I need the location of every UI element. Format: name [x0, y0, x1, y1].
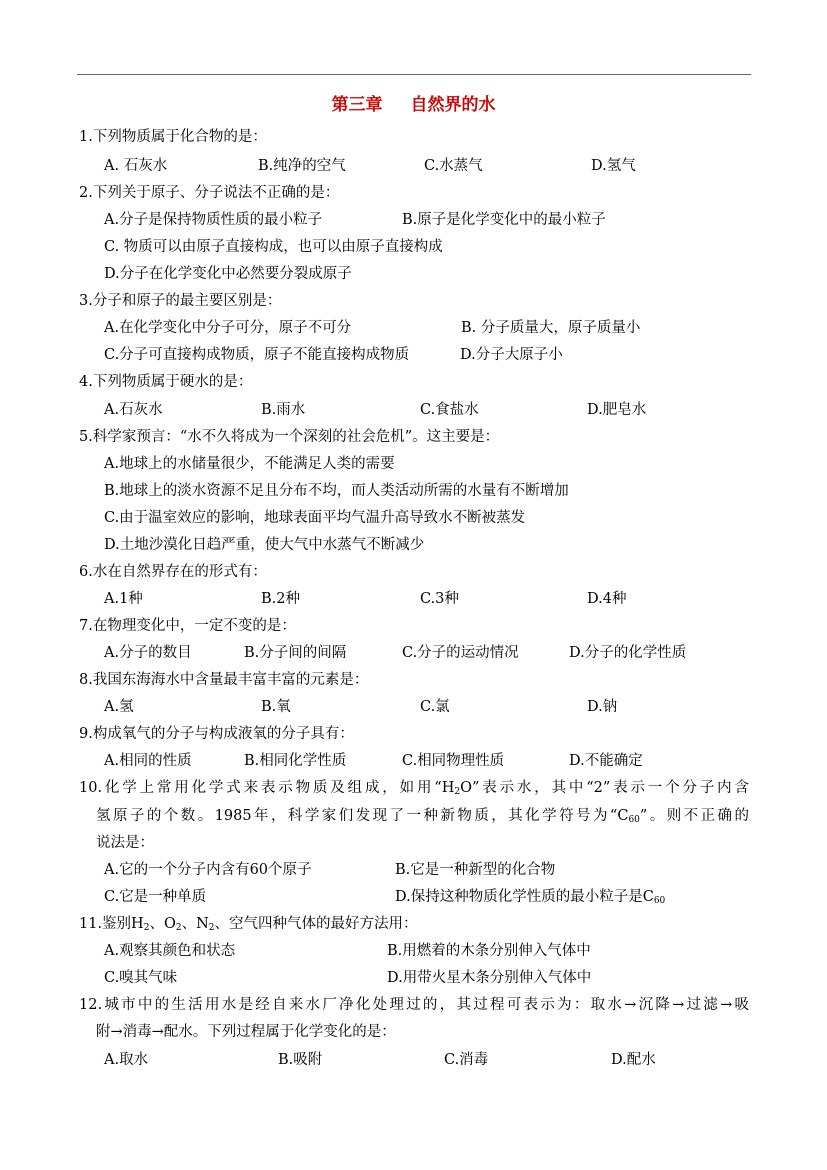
- q3-option-a: A.在化学变化中分子可分，原子不可分: [104, 320, 352, 336]
- chapter-name: 自然界的水: [410, 95, 496, 115]
- q7-option-b: B.分子间的间隔: [244, 645, 347, 661]
- q11-option-a: A.观察其颜色和状态: [104, 943, 236, 959]
- q6-option-a: A.1种: [104, 591, 143, 607]
- q10-text: 氢原子的个数。1985年，科学家们发现了一种新物质，其化学符号为“C: [96, 808, 629, 824]
- q2-option-a: A.分子是保持物质性质的最小粒子: [104, 212, 323, 228]
- q1-option-d: D.氢气: [591, 158, 636, 174]
- q5-option-a: A.地球上的水储量很少，不能满足人类的需要: [104, 456, 395, 472]
- q9-option-a: A.相同的性质: [104, 753, 192, 769]
- question-11-stem: [79, 912, 418, 933]
- q10-option-c: C.它是一种单质: [104, 889, 207, 905]
- question-1-stem: 1.下列物质属于化合物的是：: [79, 129, 267, 145]
- q3-option-d: D.分子大原子小: [460, 347, 563, 363]
- q12-option-d: D.配水: [611, 1052, 656, 1068]
- header-rule: [77, 74, 751, 75]
- q11-text: 11.鉴别H: [79, 916, 144, 932]
- question-12-stem-line-1: 12.城市中的生活用水是经自来水厂净化处理过的，其过程可表示为：取水→沉降→过滤→吸: [79, 997, 749, 1013]
- q8-option-b: B.氧: [261, 699, 291, 715]
- question-5-stem: 5.科学家预言：“水不久将成为一个深刻的社会危机”。这主要是：: [79, 429, 500, 445]
- q11-text: 、N: [181, 916, 209, 932]
- q9-option-d: D.不能确定: [569, 753, 643, 769]
- q11-option-b: B.用燃着的木条分别伸入气体中: [387, 943, 591, 959]
- q4-option-a: A.石灰水: [104, 402, 163, 418]
- q8-option-d: D.钠: [587, 699, 618, 715]
- q1-option-b: B.纯净的空气: [258, 158, 346, 174]
- chapter-label: 第三章: [331, 95, 383, 115]
- q12-option-b: B.吸附: [278, 1052, 323, 1068]
- q10-option-b: B.它是一种新型的化合物: [395, 862, 556, 878]
- q6-option-d: D.4种: [587, 591, 627, 607]
- q1-option-c: C.水蒸气: [424, 158, 483, 174]
- q6-option-b: B.2种: [261, 591, 300, 607]
- page-title: [0, 90, 827, 115]
- q8-option-c: C.氯: [420, 699, 450, 715]
- q7-option-a: A.分子的数目: [104, 645, 192, 661]
- question-10-stem-line-2: [96, 804, 749, 825]
- q7-option-c: C.分子的运动情况: [402, 645, 519, 661]
- q11-subscript: 2: [143, 923, 150, 933]
- q11-text: 、O: [149, 916, 176, 932]
- q9-option-c: C.相同物理性质: [402, 753, 505, 769]
- question-2-stem: 2.下列关于原子、分子说法不正确的是：: [79, 185, 340, 201]
- q7-option-d: D.分子的化学性质: [569, 645, 687, 661]
- q11-option-c: C.嗅其气味: [104, 970, 178, 986]
- q3-option-c: C.分子可直接构成物质，原子不能直接构成物质: [104, 347, 410, 363]
- question-6-stem: 6.水在自然界存在的形式有：: [79, 564, 267, 580]
- q12-option-c: C.消毒: [444, 1052, 489, 1068]
- q10-option-a: A.它的一个分子内含有60个原子: [104, 862, 312, 878]
- q11-subscript: 2: [175, 923, 182, 933]
- question-3-stem: 3.分子和原子的最主要区别是：: [79, 293, 282, 309]
- question-9-stem: 9.构成氧气的分子与构成液氧的分子具有：: [79, 726, 354, 742]
- q11-subscript: 2: [208, 923, 215, 933]
- q6-option-c: C.3种: [420, 591, 459, 607]
- q5-option-b: B.地球上的淡水资源不足且分布不均，而人类活动所需的水量有不断增加: [104, 483, 569, 499]
- q10-text: ”。则不正确的: [639, 808, 749, 824]
- q9-option-b: B.相同化学性质: [244, 753, 347, 769]
- q2-option-c: C. 物质可以由原子直接构成，也可以由原子直接构成: [104, 239, 443, 255]
- q4-option-d: D.肥皂水: [587, 402, 647, 418]
- question-10-stem-line-1: [79, 776, 749, 797]
- q11-option-d: D.用带火星木条分别伸入气体中: [387, 970, 592, 986]
- q10-subscript: 2: [454, 787, 461, 797]
- q1-option-a: A. 石灰水: [104, 158, 168, 174]
- q10-option-d-text: D.保持这种物质化学性质的最小粒子是C: [395, 889, 654, 905]
- q10-option-d: [395, 885, 665, 906]
- question-10-stem-line-3: 说法是：: [96, 835, 154, 851]
- q10-text: O”表示水，其中“2”表示一个分子内含: [460, 780, 749, 796]
- q10-subscript: 60: [653, 896, 666, 906]
- q10-subscript: 60: [628, 815, 640, 825]
- q10-text: 10.化学上常用化学式来表示物质及组成，如用“H: [79, 780, 455, 796]
- question-12-stem-line-2: 附→消毒→配水。下列过程属于化学变化的是：: [96, 1024, 396, 1040]
- q3-option-b: B. 分子质量大，原子质量小: [461, 320, 641, 336]
- q2-option-b: B.原子是化学变化中的最小粒子: [402, 212, 606, 228]
- q12-option-a: A.取水: [104, 1052, 149, 1068]
- q4-option-b: B.雨水: [261, 402, 306, 418]
- q2-option-d: D.分子在化学变化中必然要分裂成原子: [104, 266, 352, 282]
- question-7-stem: 7.在物理变化中，一定不变的是：: [79, 618, 296, 634]
- q5-option-c: C.由于温室效应的影响，地球表面平均气温升高导致水不断被蒸发: [104, 510, 526, 526]
- q4-option-c: C.食盐水: [420, 402, 479, 418]
- question-8-stem: 8.我国东海海水中含量最丰富丰富的元素是：: [79, 672, 369, 688]
- q8-option-a: A.氢: [104, 699, 134, 715]
- q5-option-d: D.土地沙漠化日趋严重，使大气中水蒸气不断减少: [104, 537, 425, 553]
- question-4-stem: 4.下列物质属于硬水的是：: [79, 374, 253, 390]
- q11-text: 、空气四种气体的最好方法用：: [214, 916, 418, 932]
